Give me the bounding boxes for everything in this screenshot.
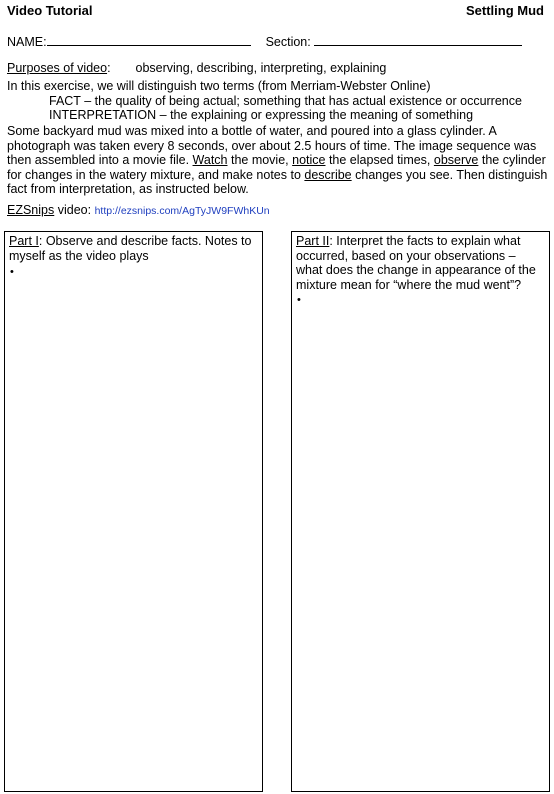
purposes-text: observing, describing, interpreting, explaining [135, 61, 387, 75]
section-label: Section: [265, 35, 311, 49]
section-field[interactable] [314, 33, 522, 46]
terms-intro: In this exercise, we will distinguish two terms (from Merriam-Webster Online) [7, 79, 431, 93]
describe-word: describe [304, 167, 352, 182]
observe-word: observe [433, 153, 479, 167]
part1-prompt [9, 234, 256, 263]
part2-bullet: • [297, 294, 301, 306]
interpretation-definition: INTERPRETATION – the explaining or expressing the meaning of something [49, 108, 474, 122]
video-link[interactable]: http://ezsnips.com/AgTyJW9FWhKUn [94, 205, 270, 217]
purposes-colon: : [107, 61, 111, 75]
fact-definition: FACT – the quality of being actual; something that has actual existence or occurrence [49, 94, 522, 108]
instructions-paragraph [7, 124, 549, 197]
instructions-text-4: the cylinder for changes in the watery mixture, and make notes to [7, 153, 546, 182]
purposes-line [7, 61, 386, 75]
instructions-text-2: the movie, [227, 153, 293, 167]
part2-heading: Part II [296, 234, 330, 248]
notice-word: notice [292, 153, 326, 167]
ezsnips-suffix: video: [54, 203, 95, 217]
part2-prompt [296, 234, 543, 292]
part1-heading: Part I [9, 234, 39, 248]
name-field[interactable] [47, 33, 251, 46]
part1-text: : Observe and describe facts. Notes to myself as the video plays [9, 234, 252, 263]
ezsnips-line [7, 203, 270, 217]
name-section-row [7, 33, 522, 49]
page-title: Video Tutorial [7, 3, 93, 18]
instructions-text-5: changes you see. Then distinguish fact from interpretation, as instructed below. [7, 167, 548, 196]
instructions-text-1: Some backyard mud was mixed into a bottle of water, and poured into a glass cylinder. A photograph was taken every 8 seconds, over about 2.5 hours of time. The image sequence was then assembled into a movie file. [7, 124, 537, 167]
instructions-text-3: the elapsed times, [325, 153, 434, 167]
topic-title: Settling Mud [466, 3, 544, 18]
part1-box[interactable] [4, 231, 263, 792]
name-label: NAME: [7, 35, 47, 49]
purposes-label: Purposes of video [7, 61, 108, 75]
ezsnips-label: EZSnips [7, 203, 55, 217]
watch-word: Watch [192, 153, 228, 167]
part1-bullet: • [10, 266, 14, 278]
part2-text: : Interpret the facts to explain what occurred, based on your observations – what does the change in appearance of the mixture mean for “where the mud went”? [296, 234, 536, 292]
part2-box[interactable] [291, 231, 550, 792]
